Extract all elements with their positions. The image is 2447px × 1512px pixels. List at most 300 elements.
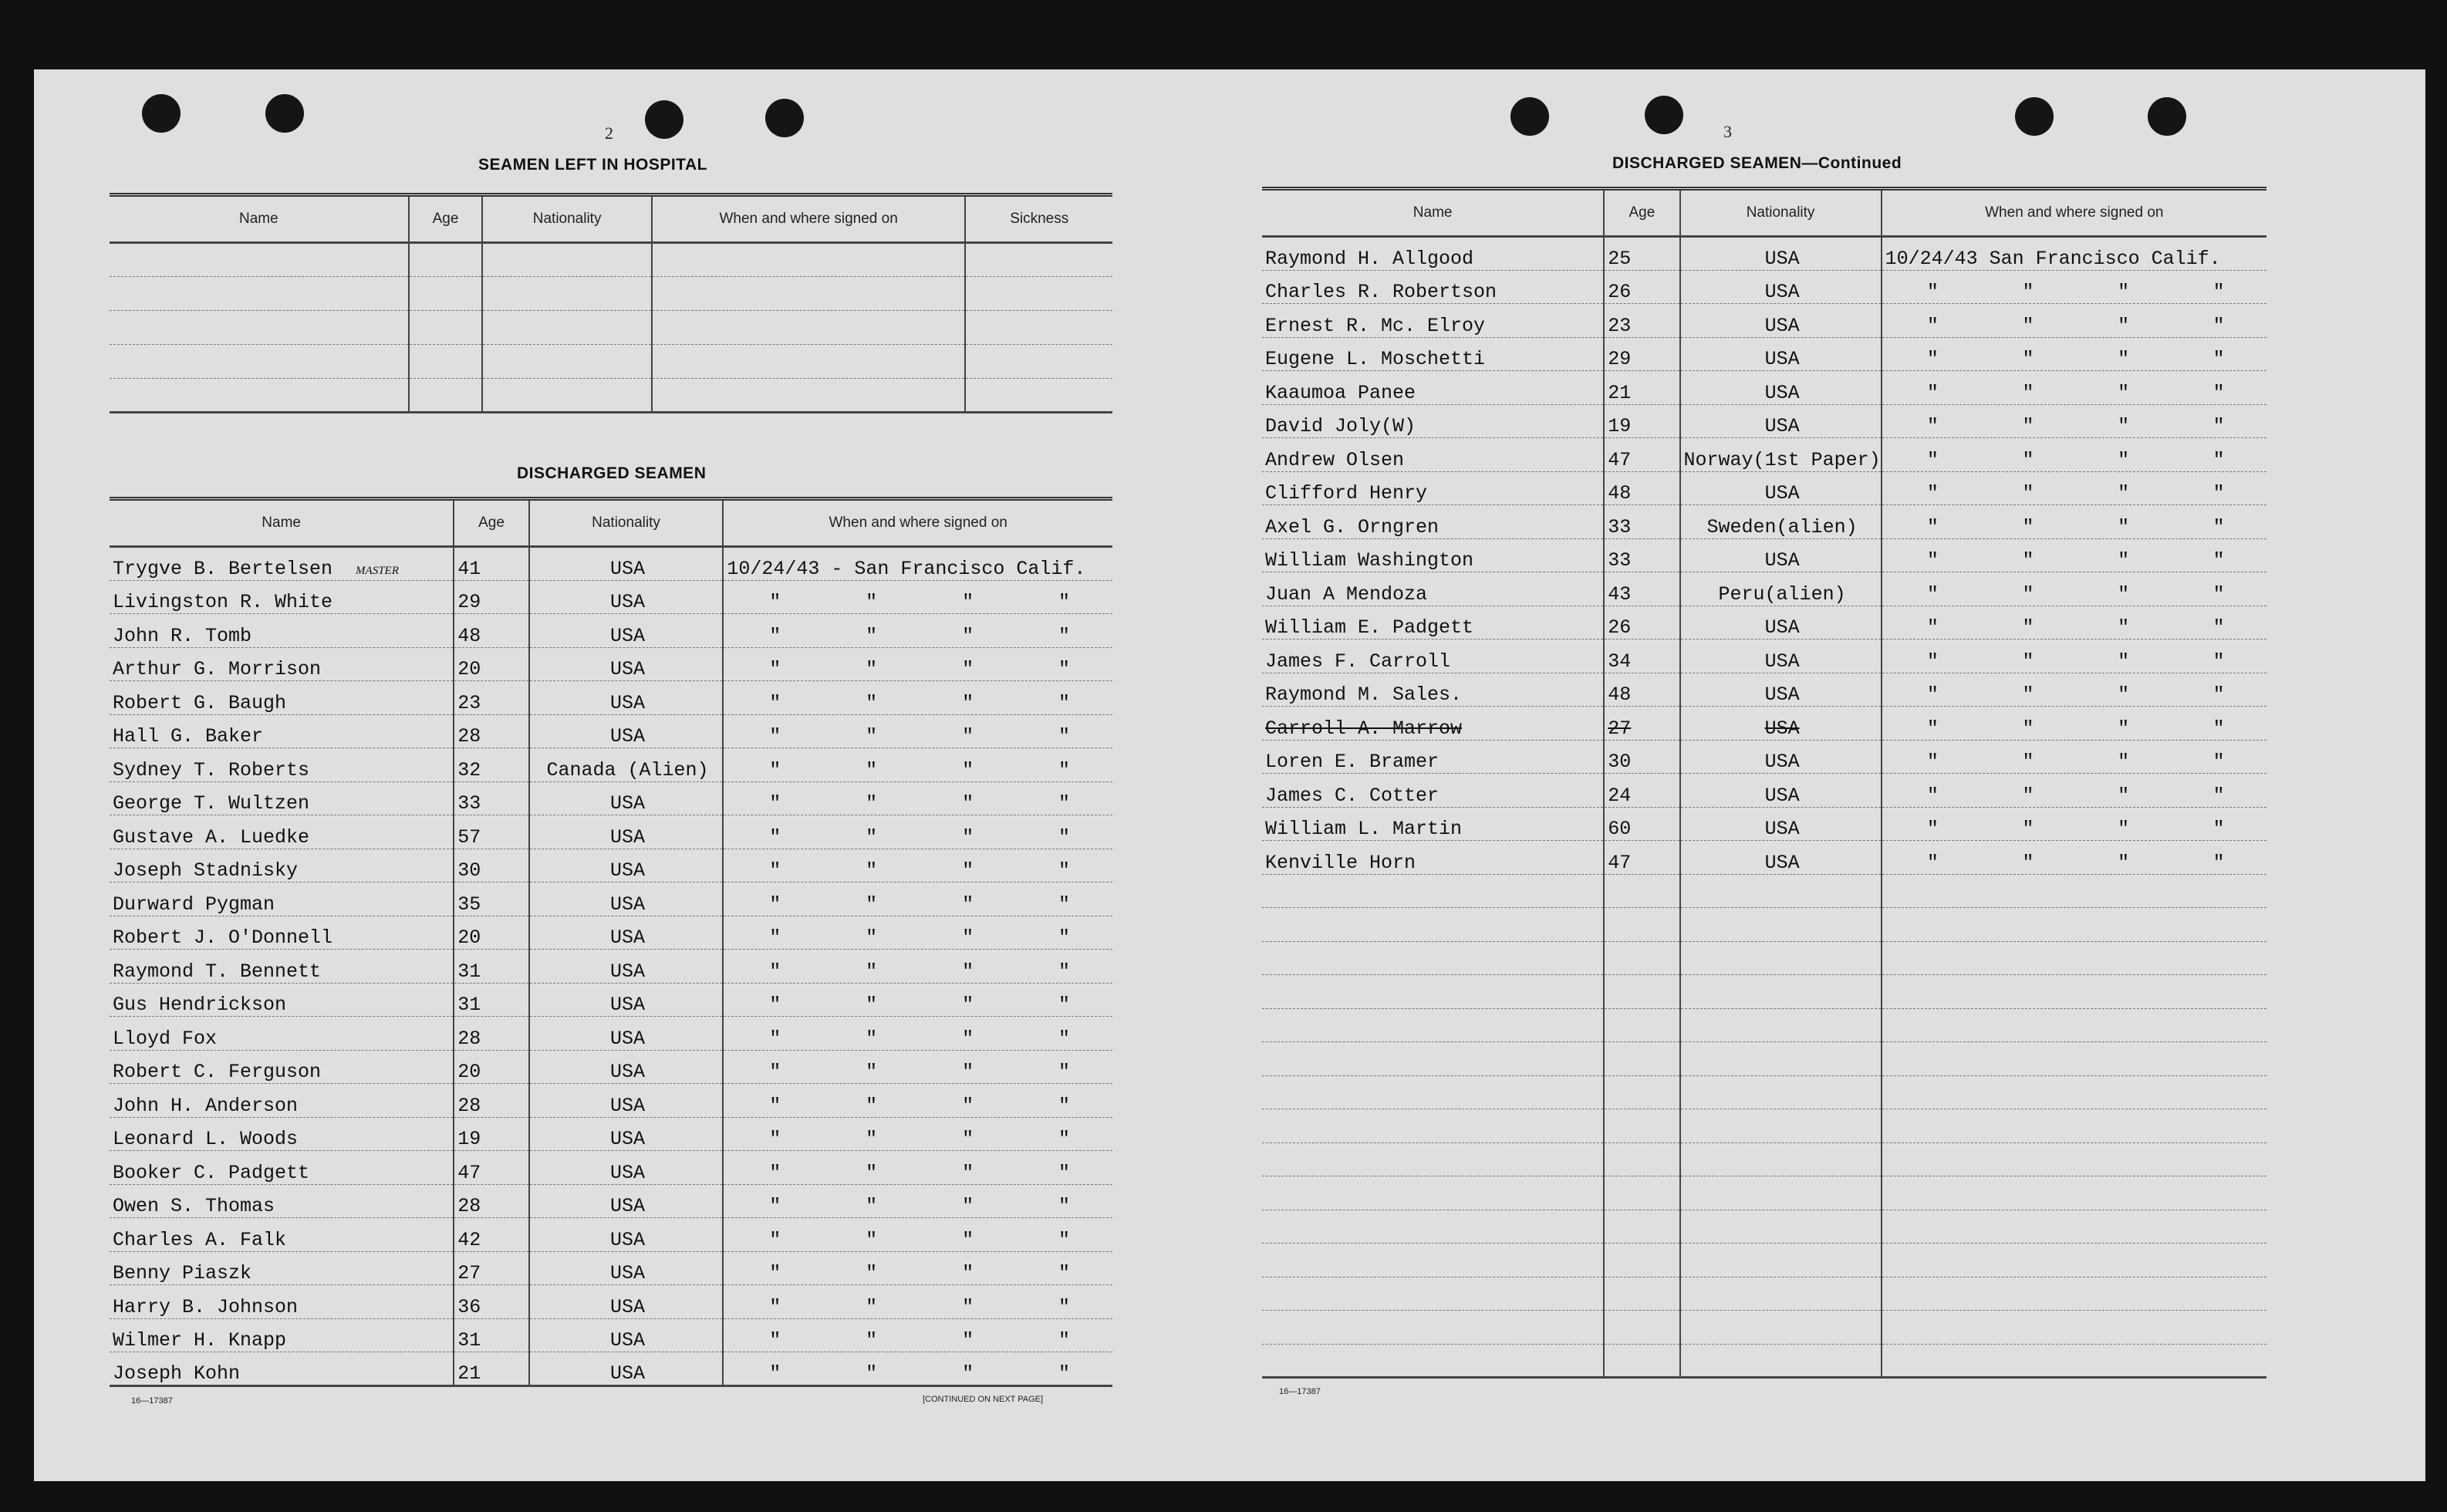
seaman-name [1262, 1311, 1604, 1345]
seaman-name-text: Charles R. Robertson [1265, 281, 1497, 303]
ditto-mark: " [1058, 859, 1070, 882]
master-note: MASTER [356, 564, 399, 577]
seaman-age [454, 681, 528, 715]
ditto-mark: " [769, 1295, 781, 1318]
ditto-mark: " [1926, 482, 1939, 505]
seaman-name [1262, 237, 1604, 271]
ditto-mark: " [2022, 348, 2034, 370]
ditto-marks [727, 1362, 1112, 1385]
table-row [110, 311, 1112, 345]
seaman-age-text: 34 [1608, 650, 1632, 673]
seaman-name-text: Trygve B. Bertelsen [113, 557, 333, 580]
seaman-name [1262, 941, 1604, 975]
ditto-marks [727, 893, 1112, 916]
signed-on [1882, 438, 2266, 472]
seaman-age [454, 849, 528, 883]
ditto-mark: " [866, 994, 878, 1016]
seaman-name [110, 1017, 454, 1051]
ditto-mark: " [1058, 1027, 1070, 1050]
seaman-age [1604, 874, 1679, 908]
seaman-name [1262, 572, 1604, 606]
ditto-mark: " [1058, 1262, 1070, 1284]
seaman-nationality [1680, 841, 1882, 875]
seaman-name [1262, 371, 1604, 405]
seaman-nationality-text: USA [610, 557, 646, 580]
seaman-age-text: 60 [1608, 818, 1632, 840]
seaman-name [110, 883, 454, 916]
seaman-nationality [1680, 270, 1882, 304]
table-row [1262, 707, 2266, 741]
seaman-name [1262, 505, 1604, 539]
seaman-name-text: Joseph Kohn [113, 1362, 241, 1385]
table-row [1262, 505, 2266, 539]
ditto-mark: " [2118, 784, 2130, 807]
seaman-age-text: 36 [457, 1295, 481, 1318]
signed-on [1882, 1142, 2266, 1176]
ditto-mark: " [769, 960, 781, 983]
seaman-name [1262, 606, 1604, 640]
form-number: 16—17387 [1279, 1387, 1321, 1396]
ditto-mark: " [2118, 549, 2130, 572]
ditto-mark: " [1058, 1228, 1070, 1251]
signed-on [1882, 673, 2266, 707]
seaman-age [1604, 505, 1679, 539]
table-row [110, 1251, 1112, 1285]
seaman-name [1262, 404, 1604, 438]
seaman-nationality [1680, 1075, 1882, 1109]
signed-on [1882, 304, 2266, 338]
ditto-marks [727, 792, 1112, 815]
signed-on [1882, 1244, 2266, 1277]
seaman-age-text: 23 [1608, 314, 1632, 337]
ditto-mark: " [962, 1195, 974, 1217]
ditto-mark: " [2022, 415, 2034, 437]
seaman-name-text: Carroll A. Marrow [1265, 717, 1463, 740]
ditto-mark: " [962, 725, 974, 748]
seaman-name-text: Gus Hendrickson [113, 994, 287, 1016]
seaman-age-text: 32 [457, 758, 481, 781]
seaman-nationality-text: USA [610, 1195, 646, 1217]
table-row [1262, 304, 2266, 338]
ditto-mark: " [769, 725, 781, 748]
ditto-marks [727, 759, 1112, 781]
signed-on [1882, 874, 2266, 908]
seaman-nationality-text: USA [1764, 314, 1800, 337]
signed-on [1882, 1042, 2266, 1076]
seaman-age-text: 19 [1608, 415, 1632, 437]
seaman-nationality [1680, 1176, 1882, 1210]
ditto-marks [1885, 751, 2266, 773]
ditto-mark: " [1058, 1362, 1070, 1385]
seaman-name-text: Robert C. Ferguson [113, 1061, 322, 1083]
seaman-name [110, 1050, 454, 1084]
ditto-mark: " [2212, 582, 2225, 606]
ditto-mark: " [962, 691, 974, 714]
ditto-mark: " [866, 624, 878, 647]
signed-on [723, 883, 1112, 916]
seaman-age [454, 714, 528, 748]
hospital-table [110, 193, 1112, 413]
ditto-mark: " [962, 1329, 974, 1352]
col-sickness-header: Sickness [965, 195, 1112, 243]
table-row [110, 1184, 1112, 1218]
signed-on [723, 714, 1112, 748]
ditto-mark: " [769, 926, 781, 949]
seaman-name-text: Ernest R. Mc. Elroy [1265, 314, 1486, 337]
ditto-mark: " [769, 792, 781, 815]
seaman-nationality-text: USA [1764, 281, 1800, 303]
ditto-marks [1885, 516, 2266, 538]
ditto-mark: " [1926, 751, 1939, 773]
seaman-nationality-text: USA [1764, 415, 1800, 437]
seaman-age-text: 28 [457, 1094, 481, 1117]
seaman-name [110, 1285, 454, 1319]
seaman-age-text: 28 [457, 725, 481, 748]
ditto-mark: " [2212, 415, 2225, 437]
seaman-name [1262, 270, 1604, 304]
ditto-marks [1885, 281, 2266, 303]
seaman-name-text: Charles A. Falk [113, 1228, 287, 1251]
seaman-name-text: Benny Piaszk [113, 1262, 252, 1284]
signed-on [723, 1218, 1112, 1252]
ditto-mark: " [1926, 314, 1939, 337]
ditto-mark: " [2022, 784, 2034, 807]
right-page [1191, 69, 2425, 1481]
seaman-age-text: 20 [457, 1061, 481, 1083]
signed-on [1882, 1277, 2266, 1311]
col-name-header: Name [1262, 189, 1604, 237]
ditto-mark: " [866, 1362, 878, 1385]
seaman-nationality-text: USA [610, 994, 646, 1016]
seaman-age [454, 781, 528, 815]
seaman-age-text: 30 [1608, 751, 1632, 773]
table-row [110, 916, 1112, 950]
seaman-age [454, 815, 528, 849]
seaman-age [1604, 975, 1679, 1009]
signed-on [723, 1050, 1112, 1084]
ditto-mark: " [866, 960, 878, 983]
ditto-mark: " [769, 1128, 781, 1150]
ditto-mark: " [2212, 348, 2225, 370]
seaman-nationality [529, 950, 724, 984]
seaman-age [1604, 304, 1679, 338]
seaman-age-text: 31 [457, 960, 481, 983]
ditto-mark: " [2212, 616, 2225, 639]
ditto-mark: " [1058, 691, 1070, 714]
ditto-mark: " [1058, 1094, 1070, 1117]
seaman-nationality-text: USA [610, 960, 646, 983]
signed-on [723, 849, 1112, 883]
seaman-name [1262, 1176, 1604, 1210]
signed-on [723, 681, 1112, 715]
seaman-nationality [529, 815, 724, 849]
ditto-mark: " [769, 893, 781, 916]
ditto-marks [727, 625, 1112, 647]
table-row [1262, 606, 2266, 640]
ditto-mark: " [866, 792, 878, 815]
table-row [110, 1151, 1112, 1185]
seaman-nationality [1680, 471, 1882, 505]
table-row [110, 714, 1112, 748]
seaman-name-text: Raymond T. Bennett [113, 960, 322, 983]
ditto-mark: " [962, 926, 974, 949]
ditto-mark: " [962, 893, 974, 916]
seaman-nationality [529, 1285, 724, 1319]
ditto-mark: " [2212, 549, 2225, 572]
seaman-nationality [529, 614, 724, 648]
ditto-mark: " [866, 1061, 878, 1083]
seaman-age-text: 48 [1608, 482, 1632, 505]
signed-on [1882, 774, 2266, 808]
ditto-mark: " [2212, 515, 2225, 538]
seaman-name-text: Eugene L. Moschetti [1265, 348, 1486, 370]
seaman-nationality [529, 1218, 724, 1252]
ditto-mark: " [962, 1161, 974, 1184]
ditto-mark: " [769, 591, 781, 613]
ditto-mark: " [1058, 792, 1070, 815]
seaman-nationality [529, 849, 724, 883]
seaman-name-text: John H. Anderson [113, 1094, 299, 1117]
ditto-mark: " [769, 825, 781, 849]
seaman-age [454, 1151, 528, 1185]
seaman-name-text: Axel G. Orngren [1265, 515, 1440, 538]
seaman-nationality [529, 714, 724, 748]
table-row [1262, 841, 2266, 875]
col-signed-on-header: When and where signed on [723, 499, 1112, 547]
ditto-marks [1885, 449, 2266, 471]
ditto-mark: " [866, 1128, 878, 1150]
seaman-nationality [1680, 1142, 1882, 1176]
ditto-mark: " [769, 1262, 781, 1284]
signed-on [1882, 1311, 2266, 1345]
seaman-name-text: Livingston R. White [113, 591, 333, 613]
signed-on [723, 983, 1112, 1017]
ditto-mark: " [2118, 582, 2130, 606]
signed-on [1882, 337, 2266, 371]
seaman-nationality [529, 781, 724, 815]
seaman-name [110, 983, 454, 1017]
seaman-nationality [529, 1117, 724, 1151]
seaman-name-text: Lloyd Fox [113, 1027, 218, 1050]
seaman-name-text: Booker C. Padgett [113, 1161, 310, 1184]
signed-on [1882, 606, 2266, 640]
seaman-age [1604, 707, 1679, 741]
ditto-mark: " [2118, 717, 2130, 740]
discharged-table-right [1262, 187, 2266, 1379]
seaman-name-text: Clifford Henry [1265, 482, 1428, 505]
ditto-mark: " [1926, 448, 1939, 471]
seaman-nationality-text: USA [610, 1061, 646, 1083]
table-row [1262, 572, 2266, 606]
seaman-name [110, 714, 454, 748]
table-row [1262, 1311, 2266, 1345]
signed-on [1882, 1344, 2266, 1378]
table-row [1262, 1210, 2266, 1244]
seaman-age [1604, 1042, 1679, 1076]
seaman-age-text: 41 [457, 557, 481, 580]
seaman-nationality [1680, 1244, 1882, 1277]
ditto-mark: " [2022, 448, 2034, 471]
ditto-mark: " [1926, 381, 1939, 404]
ditto-mark: " [2212, 717, 2225, 740]
ditto-mark: " [2118, 482, 2130, 505]
signed-on [723, 1117, 1112, 1151]
seaman-nationality-text: USA [610, 1161, 646, 1184]
table-row [1262, 237, 2266, 271]
ditto-mark: " [1058, 926, 1070, 949]
seaman-nationality-text: USA [1764, 683, 1800, 706]
seaman-age-text: 29 [457, 591, 481, 613]
table-row [110, 748, 1112, 782]
seaman-age [454, 950, 528, 984]
table-row [110, 243, 1112, 277]
ditto-mark: " [769, 1195, 781, 1217]
ditto-mark: " [2022, 851, 2034, 874]
ditto-mark: " [2022, 281, 2034, 303]
ditto-mark: " [866, 893, 878, 916]
seaman-name-text: Arthur G. Morrison [113, 658, 322, 680]
table-row [1262, 640, 2266, 673]
seaman-nationality [1680, 606, 1882, 640]
table-row [1262, 1277, 2266, 1311]
ditto-mark: " [2212, 314, 2225, 337]
table-row [1262, 337, 2266, 371]
signed-on [723, 815, 1112, 849]
ditto-mark: " [769, 658, 781, 680]
table-row [110, 580, 1112, 614]
seaman-age-text: 33 [457, 792, 481, 815]
ditto-mark: " [1926, 650, 1939, 673]
seaman-age-text: 20 [457, 926, 481, 949]
signed-on [1882, 371, 2266, 405]
seaman-name [110, 916, 454, 950]
signed-on [723, 748, 1112, 782]
seaman-nationality [529, 681, 724, 715]
discharged-section-title: DISCHARGED SEAMEN [517, 464, 707, 482]
seaman-age [1604, 1311, 1679, 1345]
ditto-mark: " [1058, 1195, 1070, 1217]
seaman-age [1604, 371, 1679, 405]
seaman-nationality [529, 1017, 724, 1051]
signed-on [723, 1151, 1112, 1185]
table-row [110, 345, 1112, 379]
seaman-age [1604, 237, 1679, 271]
seaman-age-text: 47 [457, 1161, 481, 1184]
signed-on: 10/24/43 - San Francisco Calif. [723, 547, 1112, 581]
seaman-nationality [1680, 640, 1882, 673]
ditto-mark: " [2022, 818, 2034, 840]
ditto-mark: " [962, 1128, 974, 1150]
seaman-age [454, 1017, 528, 1051]
ditto-marks [727, 591, 1112, 613]
ditto-marks [727, 1128, 1112, 1150]
signed-on [723, 614, 1112, 648]
ditto-marks [1885, 785, 2266, 807]
seaman-name [110, 849, 454, 883]
signed-on [1882, 505, 2266, 539]
seaman-age-text: 24 [1608, 784, 1632, 807]
table-row [110, 1017, 1112, 1051]
ditto-mark: " [866, 926, 878, 949]
ditto-mark: " [962, 1228, 974, 1251]
seaman-nationality [1680, 438, 1882, 472]
seaman-nationality-text: USA [1764, 348, 1800, 370]
ditto-mark: " [962, 994, 974, 1016]
seaman-name-text: William Washington [1265, 549, 1474, 572]
seaman-age-text: 29 [1608, 348, 1632, 370]
ditto-mark: " [769, 1061, 781, 1083]
signed-on [1882, 707, 2266, 741]
ditto-mark: " [2212, 784, 2225, 807]
ditto-marks [727, 1095, 1112, 1117]
seaman-age [1604, 1008, 1679, 1042]
seaman-name [1262, 538, 1604, 572]
ditto-mark: " [769, 1027, 781, 1050]
seaman-age [454, 1251, 528, 1285]
seaman-nationality [1680, 1311, 1882, 1345]
seaman-nationality [529, 580, 724, 614]
seaman-age [1604, 270, 1679, 304]
seaman-name [1262, 841, 1604, 875]
ditto-marks [1885, 382, 2266, 404]
ditto-mark: " [1926, 515, 1939, 538]
seaman-name [1262, 640, 1604, 673]
seaman-name-text: Raymond M. Sales. [1265, 683, 1463, 706]
seaman-name [110, 614, 454, 648]
seaman-nationality-text: USA [1764, 650, 1800, 673]
signed-on [723, 580, 1112, 614]
seaman-age [1604, 404, 1679, 438]
col-nationality-header: Nationality [482, 195, 651, 243]
ditto-marks [727, 994, 1112, 1016]
ditto-mark: " [962, 1362, 974, 1385]
seaman-name-text: Kenville Horn [1265, 851, 1416, 874]
ditto-mark: " [769, 1161, 781, 1184]
seaman-name [110, 1251, 454, 1285]
signed-on [1882, 1075, 2266, 1109]
seaman-name-text: Durward Pygman [113, 893, 275, 916]
ditto-mark: " [962, 859, 974, 882]
ditto-mark: " [962, 1027, 974, 1050]
seaman-nationality [1680, 337, 1882, 371]
table-row [110, 1285, 1112, 1319]
seaman-name [110, 1151, 454, 1185]
discharged-continued-title: DISCHARGED SEAMEN—Continued [1612, 154, 1902, 172]
ditto-marks [1885, 315, 2266, 337]
ditto-mark: " [1058, 1128, 1070, 1150]
seaman-nationality [1680, 304, 1882, 338]
form-number: 16—17387 [131, 1396, 173, 1406]
seaman-age-text: 31 [457, 1329, 481, 1352]
signed-on [1882, 404, 2266, 438]
ditto-mark: " [2212, 448, 2225, 471]
seaman-age-text: 21 [457, 1362, 481, 1385]
seaman-nationality [529, 1151, 724, 1185]
ditto-mark: " [2118, 448, 2130, 471]
ditto-mark: " [962, 1094, 974, 1117]
ditto-mark: " [1058, 893, 1070, 916]
seaman-nationality [1680, 1210, 1882, 1244]
table-row [1262, 371, 2266, 405]
ditto-mark: " [866, 1094, 878, 1117]
ditto-mark: " [769, 758, 781, 781]
ditto-mark: " [1058, 725, 1070, 748]
ditto-mark: " [2212, 482, 2225, 505]
seaman-age-text: 19 [457, 1128, 481, 1150]
ditto-mark: " [769, 1094, 781, 1117]
seaman-age-text: 33 [1608, 515, 1632, 538]
ditto-mark: " [1058, 1161, 1070, 1184]
